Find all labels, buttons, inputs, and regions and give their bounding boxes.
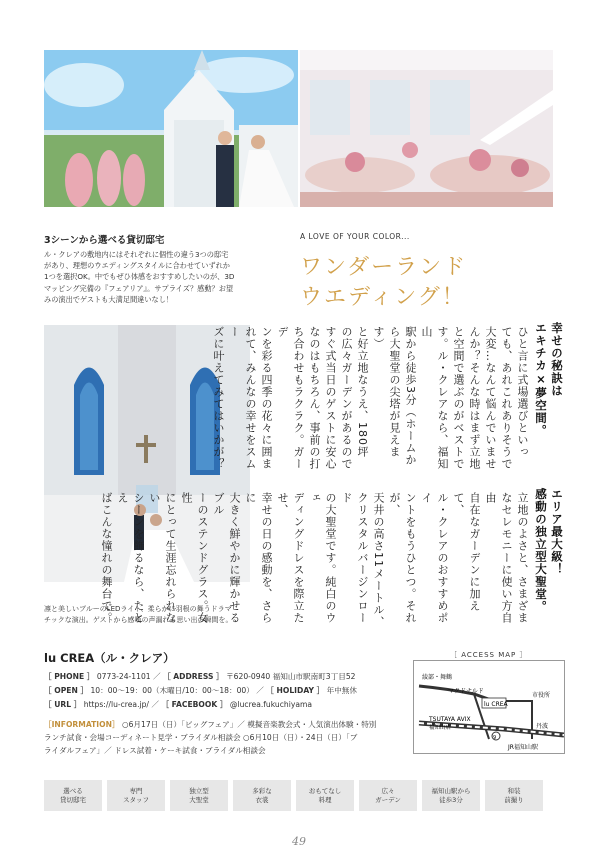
map-label-ayabe: 綾部・舞鶴 [422, 674, 453, 681]
map-label-city-hall: 市役所 [532, 692, 551, 699]
map-label-tanba: 丹波 [536, 723, 549, 730]
map-label-route: 9 [493, 735, 497, 741]
feature-heading-1: 幸せの秘訣は エキチカ×夢空間。 [534, 322, 564, 437]
tag-item: 選べる 貸切邸宅 [44, 780, 102, 811]
chapel-wedding-photo [44, 50, 298, 207]
tag-item: 広々 ガーデン [359, 780, 417, 811]
shop-web-row: ［ URL ］ https://lu-crea.jp/ ／ ［ FACEBOOK ］ @lucrea.fukuchiyama [44, 700, 313, 709]
feature-tags [44, 780, 543, 811]
tag-item: 福知山駅から 徒歩3分 [422, 780, 480, 811]
shop-information-2: ランチ試食・会場コーディネート見学・ブライダル相談会 ○6月10日（日）・24日（日）「ブ [44, 733, 358, 742]
left-article-heading: 3シーンから選べる貸切邸宅 [44, 235, 165, 246]
photo-caption: 凛と美しいブルーのLEDライト、柔らかに羽根の舞うドラマ チックな演出。ゲストから感嘆の声漏れる思い出の瞬間を。 [44, 605, 233, 624]
tag-item: 専門 スタッフ [107, 780, 165, 811]
shop-url-link[interactable]: https://lu-crea.jp/ [83, 700, 149, 709]
shop-phone-address-row: ［ PHONE ］ 0773-24-1101 ／ ［ ADDRESS ］ 〒620-0940 福知山市駅南町3丁目52 [44, 672, 356, 681]
tag-item: おもてなし 料理 [296, 780, 354, 811]
map-label-mcdonalds: マクドナルド [448, 688, 484, 695]
shop-information-1: ［INFORMATION］ ○6月17日（日）「ビッグフェア」／ 模擬音楽教会式・人気演出体験・特別 [44, 720, 377, 729]
tag-item: 多彩な 衣裳 [233, 780, 291, 811]
feature-body-2: 立地のよさと、さまざま なセレモニーに使い方自由 自在なガーデンに加えて、 ル・クレアのおすすめポイ ントをもうひとつ。それが、 天井の高さ11メートル、 クリスタルバージンロード の大聖堂です。純白のウェ ディングドレスを際立たせ、 幸せの日の感動を、さらに 大きく鮮やかに輝かせるブル ーのステンドグラス。女性 にとって生涯忘れられない シーンを飾るなら、たとえ ばこんな憧れの舞台で。 [100, 492, 529, 628]
left-article-body: ル・クレアの敷地内にはそれぞれに個性の違う3つの邸宅 があり、理想のウエディングスタイルに合わせていずれか 1つを選択OK。中でもぜひ体感をおすすめしたいのが、3D マッピング完備の『フェアリア』。サプライズ？感動？お望 みの演出でゲストも大満足間違いなし！ [44, 250, 235, 304]
access-map-label: ［ ACCESS MAP ］ [450, 651, 528, 659]
feature-title-2: ウエディング！ [300, 285, 466, 310]
map-label-tsutaya-sub: 福知山店 [429, 725, 452, 731]
feature-body-1: ひと言に式場選びといっ ても、あれこれありそうで 大変…なんて悩んでいませ んか？そんな時はまず立地 と空間で選ぶのがベストで す。ル・クレアなら、福知山 駅から徒歩3分（ホームか ら大聖堂の尖塔が見えます） と好立地なうえ、180坪 の広々ガーデンがあるので すぐ式当日のゲストに安心 なのはもちろん、事前の打 ち合わせもラクラク。ガーデ ンを彩る四季の花々に囲ま れて、みんなの幸せをスムー ズに叶えてみてはいかが？ [212, 326, 529, 470]
map-label-tsutaya: TSUTAYA AVIX [429, 716, 471, 723]
map-label-station: JR福知山駅 [508, 744, 538, 751]
tag-item: 独立型 大聖堂 [170, 780, 228, 811]
banquet-hall-photo [300, 50, 553, 207]
shop-hours-row: ［ OPEN ］ 10：00～19：00（木曜日/10：00～18：00） ／ ［ HOLIDAY ］ 年中無休 [44, 686, 357, 695]
shop-information-3: ライダルフェア」／ ドレス試着・ケーキ試食・ブライダル相談会 [44, 746, 266, 755]
map-label-lucrea: lu CREA [484, 701, 508, 708]
tag-item: 和装 前撮り [485, 780, 543, 811]
shop-name: lu CREA（ル・クレア） [44, 651, 175, 665]
access-map [413, 660, 565, 754]
feature-title-1: ワンダーランド [300, 255, 468, 280]
feature-lead: A LOVE OF YOUR COLOR... [300, 232, 410, 241]
feature-heading-2: エリア最大級！ 感動の独立型大聖堂。 [534, 488, 564, 613]
page-number: 49 [292, 835, 306, 848]
